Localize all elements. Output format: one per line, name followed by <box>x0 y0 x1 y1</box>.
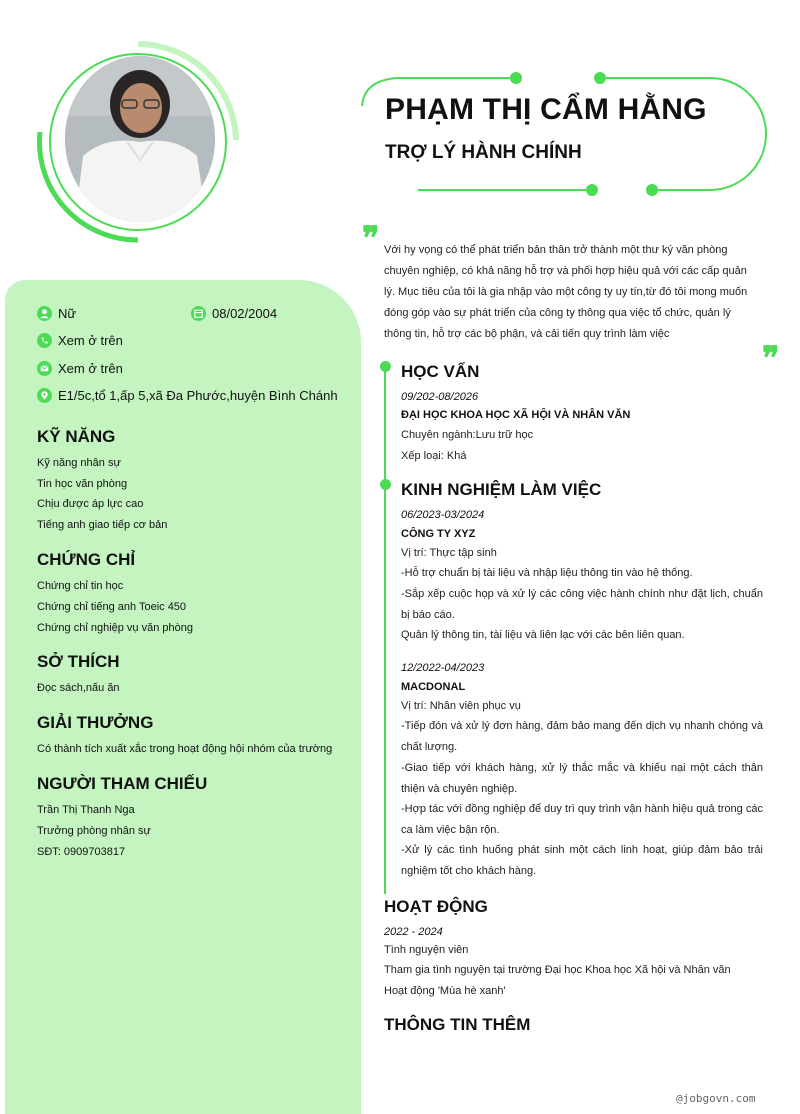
skill-item: Chịu được áp lực cao <box>37 498 144 510</box>
references-heading: NGƯỜI THAM CHIẾU <box>37 774 208 793</box>
candidate-name: PHẠM THỊ CẨM HẰNG <box>385 93 707 126</box>
job-duty: -Sắp xếp cuộc họp và xử lý các công việc hành chính như đặt lịch, chuẩn bị báo cáo. <box>401 588 763 621</box>
reference-role: Trưởng phòng nhân sự <box>37 825 151 837</box>
job-duty: -Tiếp đón và xử lý đơn hàng, đảm bảo mang đến dịch vụ nhanh chóng và chất lượng. <box>401 720 763 753</box>
job-duty: -Hợp tác với đồng nghiệp để duy trì quy trình vận hành hiệu quả trong các ca làm việc bận rộn. <box>401 803 763 836</box>
education-school: ĐẠI HỌC KHOA HỌC XÃ HỘI VÀ NHÂN VĂN <box>401 409 631 421</box>
email-row <box>37 361 123 376</box>
gender-value: Nữ <box>58 306 77 321</box>
certificate-item: Chứng chỉ nghiệp vụ văn phòng <box>37 622 193 634</box>
profile-photo <box>65 56 215 222</box>
activity-date: 2022 - 2024 <box>384 926 443 938</box>
job-position: Vị trí: Thực tập sinh <box>401 547 497 559</box>
reference-phone: SĐT: 0909703817 <box>37 846 126 858</box>
watermark: @jobgovn.com <box>676 1092 756 1105</box>
reference-name: Trần Thị Thanh Nga <box>37 804 135 816</box>
hobbies-heading: SỞ THÍCH <box>37 652 120 671</box>
job-position: Vị trí: Nhân viên phục vụ <box>401 700 521 712</box>
job-title: TRỢ LÝ HÀNH CHÍNH <box>385 142 582 163</box>
award-item: Có thành tích xuất xắc trong hoạt động hội nhóm của trường <box>37 743 333 755</box>
skill-item: Kỹ năng nhân sự <box>37 457 121 469</box>
activity-role: Tình nguyện viên <box>384 944 469 956</box>
left-panel <box>5 280 361 1114</box>
dob-row <box>191 306 277 321</box>
location-icon <box>37 388 52 403</box>
activity-item: Tham gia tình nguyện tại trường Đại học Khoa học Xã hội và Nhân văn <box>384 964 731 976</box>
quote-close-icon: ❞ <box>762 339 780 377</box>
skills-heading: KỸ NĂNG <box>37 427 116 446</box>
skill-item: Tiếng anh giao tiếp cơ bản <box>37 519 168 531</box>
education-date: 09/202-08/2026 <box>401 391 479 403</box>
hobby-item: Đọc sách,nấu ăn <box>37 682 120 694</box>
quote-open-icon: ❞ <box>362 219 380 257</box>
job-date: 06/2023-03/2024 <box>401 509 485 521</box>
phone-value: Xem ở trên <box>58 333 123 348</box>
education-heading: HỌC VẤN <box>401 362 480 381</box>
job-duty: -Giao tiếp với khách hàng, xử lý thắc mắc và khiếu nại một cách thân thiện và chuyên nghiệp. <box>401 762 763 795</box>
awards-heading: GIẢI THƯỞNG <box>37 713 154 732</box>
skill-item: Tin học văn phòng <box>37 478 128 490</box>
avatar <box>36 40 240 244</box>
email-value: Xem ở trên <box>58 361 123 376</box>
education-major: Chuyên ngành:Lưu trữ học <box>401 429 534 441</box>
timeline-dot <box>380 479 391 490</box>
phone-row <box>37 333 123 348</box>
phone-icon <box>37 333 52 348</box>
job-duty: -Hỗ trợ chuẩn bị tài liệu và nhập liệu thông tin vào hệ thống. <box>401 567 693 579</box>
certificates-heading: CHỨNG CHỈ <box>37 550 136 569</box>
job-duty: -Xử lý các tình huống phát sinh một cách linh hoạt, giúp đảm bảo trải nghiệm tốt cho khách hàng. <box>401 844 763 877</box>
user-icon <box>37 306 52 321</box>
email-icon <box>37 361 52 376</box>
certificate-item: Chứng chỉ tin học <box>37 580 124 592</box>
address-value: E1/5c,tổ 1,ấp 5,xã Đa Phước,huyện Bình Chánh <box>58 388 338 403</box>
job-duty: Quản lý thông tin, tài liệu và liên lạc với các bên liên quan. <box>401 629 685 641</box>
gender-row <box>37 306 76 321</box>
job-company: CÔNG TY XYZ <box>401 528 476 540</box>
education-rank: Xếp loại: Khá <box>401 450 467 462</box>
job-company: MACDONAL <box>401 681 466 693</box>
activities-heading: HOẠT ĐỘNG <box>384 897 488 916</box>
certificate-item: Chứng chỉ tiếng anh Toeic 450 <box>37 601 187 613</box>
career-objective: Với hy vọng có thể phát triển bản thân trở thành một thư ký văn phòng chuyên nghiệp, có khả năng hỗ trợ và phối hợp hiệu quả với các cấp quản lý. Mục tiêu của tôi là gia nhập vào một công ty uy tín,từ đó tôi mong muốn đóng góp vào sự phát triển của công ty thông qua việc tổ chức, quản lý thông tin, hỗ trợ các bộ phận, và cải tiến quy trình làm việc <box>384 244 748 340</box>
dob-value: 08/02/2004 <box>212 306 278 321</box>
address-row <box>37 388 338 403</box>
calendar-icon <box>191 306 206 321</box>
title-frame-decoration <box>358 68 768 198</box>
job-date: 12/2022-04/2023 <box>401 662 485 674</box>
more-info-heading: THÔNG TIN THÊM <box>384 1015 531 1034</box>
activity-item: Hoạt động 'Mùa hè xanh' <box>384 985 506 997</box>
experience-heading: KINH NGHIỆM LÀM VIỆC <box>401 480 602 499</box>
timeline-line <box>384 366 386 894</box>
timeline-dot <box>380 361 391 372</box>
